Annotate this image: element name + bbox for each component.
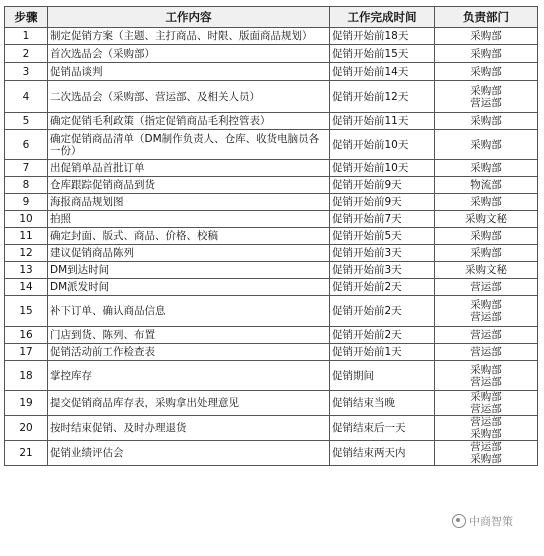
dept-name: 营运部 <box>470 311 502 323</box>
step-cell: 21 <box>5 441 48 466</box>
dept-name: 采购部 <box>470 65 502 78</box>
time-cell: 促销结束当晚 <box>330 391 435 416</box>
step-cell: 3 <box>5 63 48 81</box>
task-cell: 促销品谈判 <box>48 63 330 81</box>
dept-name: 营运部 <box>470 329 502 341</box>
table-row <box>5 262 538 279</box>
table-row <box>5 361 538 391</box>
task-cell: 补下订单、确认商品信息 <box>48 296 330 327</box>
task-cell: 促销业绩评估会 <box>48 441 330 466</box>
step-cell: 11 <box>5 228 48 245</box>
watermark-text: 中商智策 <box>469 515 513 528</box>
task-cell: 掌控库存 <box>48 361 330 391</box>
dept-cell <box>435 177 538 194</box>
time-cell: 促销期间 <box>330 361 435 391</box>
task-cell: 确定封面、版式、商品、价格、校稿 <box>48 228 330 245</box>
dept-cell <box>435 45 538 63</box>
table-row <box>5 441 538 466</box>
table-row <box>5 130 538 160</box>
task-cell: DM到达时间 <box>48 262 330 279</box>
table-row <box>5 391 538 416</box>
table-row <box>5 45 538 63</box>
dept-name: 采购部 <box>470 196 502 208</box>
dept-cell <box>435 361 538 391</box>
dept-name: 采购部 <box>470 47 502 60</box>
dept-cell <box>435 344 538 361</box>
step-cell: 19 <box>5 391 48 416</box>
table-body <box>5 28 538 466</box>
time-cell: 促销开始前14天 <box>330 63 435 81</box>
header-time: 工作完成时间 <box>330 7 435 28</box>
time-cell: 促销开始前1天 <box>330 344 435 361</box>
time-cell: 促销开始前11天 <box>330 113 435 130</box>
dept-name: 采购部 <box>470 138 502 151</box>
step-cell: 17 <box>5 344 48 361</box>
time-cell: 促销开始前5天 <box>330 228 435 245</box>
table-row <box>5 177 538 194</box>
header-dept: 负责部门 <box>435 7 538 28</box>
dept-cell <box>435 245 538 262</box>
dept-name: 采购部 <box>470 247 502 259</box>
dept-name: 采购部 <box>470 363 502 376</box>
time-cell: 促销开始前3天 <box>330 262 435 279</box>
table-row <box>5 245 538 262</box>
table-row <box>5 327 538 344</box>
table-row <box>5 344 538 361</box>
table-row <box>5 194 538 211</box>
step-cell: 9 <box>5 194 48 211</box>
promotion-schedule-table <box>4 6 538 466</box>
step-cell: 4 <box>5 81 48 113</box>
dept-name: 采购部 <box>470 391 502 403</box>
wechat-icon <box>452 514 466 528</box>
dept-name: 采购部 <box>470 115 502 127</box>
step-cell: 7 <box>5 160 48 177</box>
dept-cell <box>435 327 538 344</box>
time-cell: 促销开始前3天 <box>330 245 435 262</box>
step-cell: 16 <box>5 327 48 344</box>
task-cell: 促销活动前工作检查表 <box>48 344 330 361</box>
time-cell: 促销结束两天内 <box>330 441 435 466</box>
dept-cell <box>435 130 538 160</box>
dept-cell <box>435 391 538 416</box>
time-cell: 促销开始前10天 <box>330 160 435 177</box>
header-step: 步骤 <box>5 7 48 28</box>
time-cell: 促销开始前2天 <box>330 296 435 327</box>
dept-name: 采购部 <box>470 84 502 97</box>
dept-name: 营运部 <box>470 441 502 453</box>
step-cell: 13 <box>5 262 48 279</box>
time-cell: 促销开始前12天 <box>330 81 435 113</box>
dept-name: 营运部 <box>470 346 502 358</box>
dept-cell <box>435 441 538 466</box>
dept-name: 采购文秘 <box>465 213 507 225</box>
task-cell: 提交促销商品库存表，采购拿出处理意见 <box>48 391 330 416</box>
dept-cell <box>435 160 538 177</box>
dept-name: 营运部 <box>470 96 502 109</box>
task-cell: 海报商品规划图 <box>48 194 330 211</box>
task-cell: 制定促销方案（主题、主打商品、时限、版面商品规划） <box>48 28 330 45</box>
dept-name: 采购部 <box>470 428 502 440</box>
task-cell: 建议促销商品陈列 <box>48 245 330 262</box>
table-row <box>5 228 538 245</box>
time-cell: 促销开始前18天 <box>330 28 435 45</box>
dept-cell <box>435 296 538 327</box>
dept-cell <box>435 28 538 45</box>
dept-name: 采购部 <box>470 453 502 465</box>
task-cell: 确定促销商品清单（DM制作负责人、仓库、收货电脑员各一份） <box>48 130 330 160</box>
watermark <box>452 513 513 529</box>
step-cell: 12 <box>5 245 48 262</box>
time-cell: 促销开始前9天 <box>330 177 435 194</box>
dept-cell <box>435 416 538 441</box>
step-cell: 2 <box>5 45 48 63</box>
task-cell: DM派发时间 <box>48 279 330 296</box>
step-cell: 15 <box>5 296 48 327</box>
table-row <box>5 279 538 296</box>
step-cell: 6 <box>5 130 48 160</box>
header-row <box>5 7 538 28</box>
table-row <box>5 416 538 441</box>
dept-cell <box>435 63 538 81</box>
table-row <box>5 113 538 130</box>
step-cell: 8 <box>5 177 48 194</box>
task-cell: 按时结束促销、及时办理退货 <box>48 416 330 441</box>
task-cell: 确定促销毛利政策（指定促销商品毛利控管表） <box>48 113 330 130</box>
task-cell: 首次选品会（采购部） <box>48 45 330 63</box>
dept-name: 采购部 <box>470 162 502 174</box>
task-cell: 门店到货、陈列、布置 <box>48 327 330 344</box>
dept-cell <box>435 228 538 245</box>
dept-name: 采购部 <box>470 30 502 42</box>
dept-name: 营运部 <box>470 403 502 415</box>
task-cell: 拍照 <box>48 211 330 228</box>
dept-cell <box>435 194 538 211</box>
dept-name: 采购部 <box>470 230 502 242</box>
task-cell: 出促销单品首批订单 <box>48 160 330 177</box>
task-cell: 仓库跟踪促销商品到货 <box>48 177 330 194</box>
time-cell: 促销开始前15天 <box>330 45 435 63</box>
dept-name: 采购部 <box>470 299 502 311</box>
step-cell: 10 <box>5 211 48 228</box>
time-cell: 促销开始前7天 <box>330 211 435 228</box>
step-cell: 5 <box>5 113 48 130</box>
step-cell: 18 <box>5 361 48 391</box>
step-cell: 20 <box>5 416 48 441</box>
table-row <box>5 81 538 113</box>
table-row <box>5 28 538 45</box>
dept-name: 物流部 <box>470 179 502 191</box>
time-cell: 促销结束后一天 <box>330 416 435 441</box>
dept-cell <box>435 211 538 228</box>
dept-cell <box>435 113 538 130</box>
dept-cell <box>435 279 538 296</box>
dept-name: 采购文秘 <box>465 264 507 276</box>
step-cell: 14 <box>5 279 48 296</box>
table-row <box>5 160 538 177</box>
time-cell: 促销开始前2天 <box>330 327 435 344</box>
time-cell: 促销开始前10天 <box>330 130 435 160</box>
step-cell: 1 <box>5 28 48 45</box>
task-cell: 二次选品会（采购部、营运部、及相关人员） <box>48 81 330 113</box>
dept-cell <box>435 81 538 113</box>
dept-name: 营运部 <box>470 375 502 388</box>
dept-name: 营运部 <box>470 416 502 428</box>
table-row <box>5 211 538 228</box>
dept-name: 营运部 <box>470 281 502 293</box>
time-cell: 促销开始前9天 <box>330 194 435 211</box>
dept-cell <box>435 262 538 279</box>
header-task: 工作内容 <box>48 7 330 28</box>
table-row <box>5 63 538 81</box>
table-row <box>5 296 538 327</box>
time-cell: 促销开始前2天 <box>330 279 435 296</box>
